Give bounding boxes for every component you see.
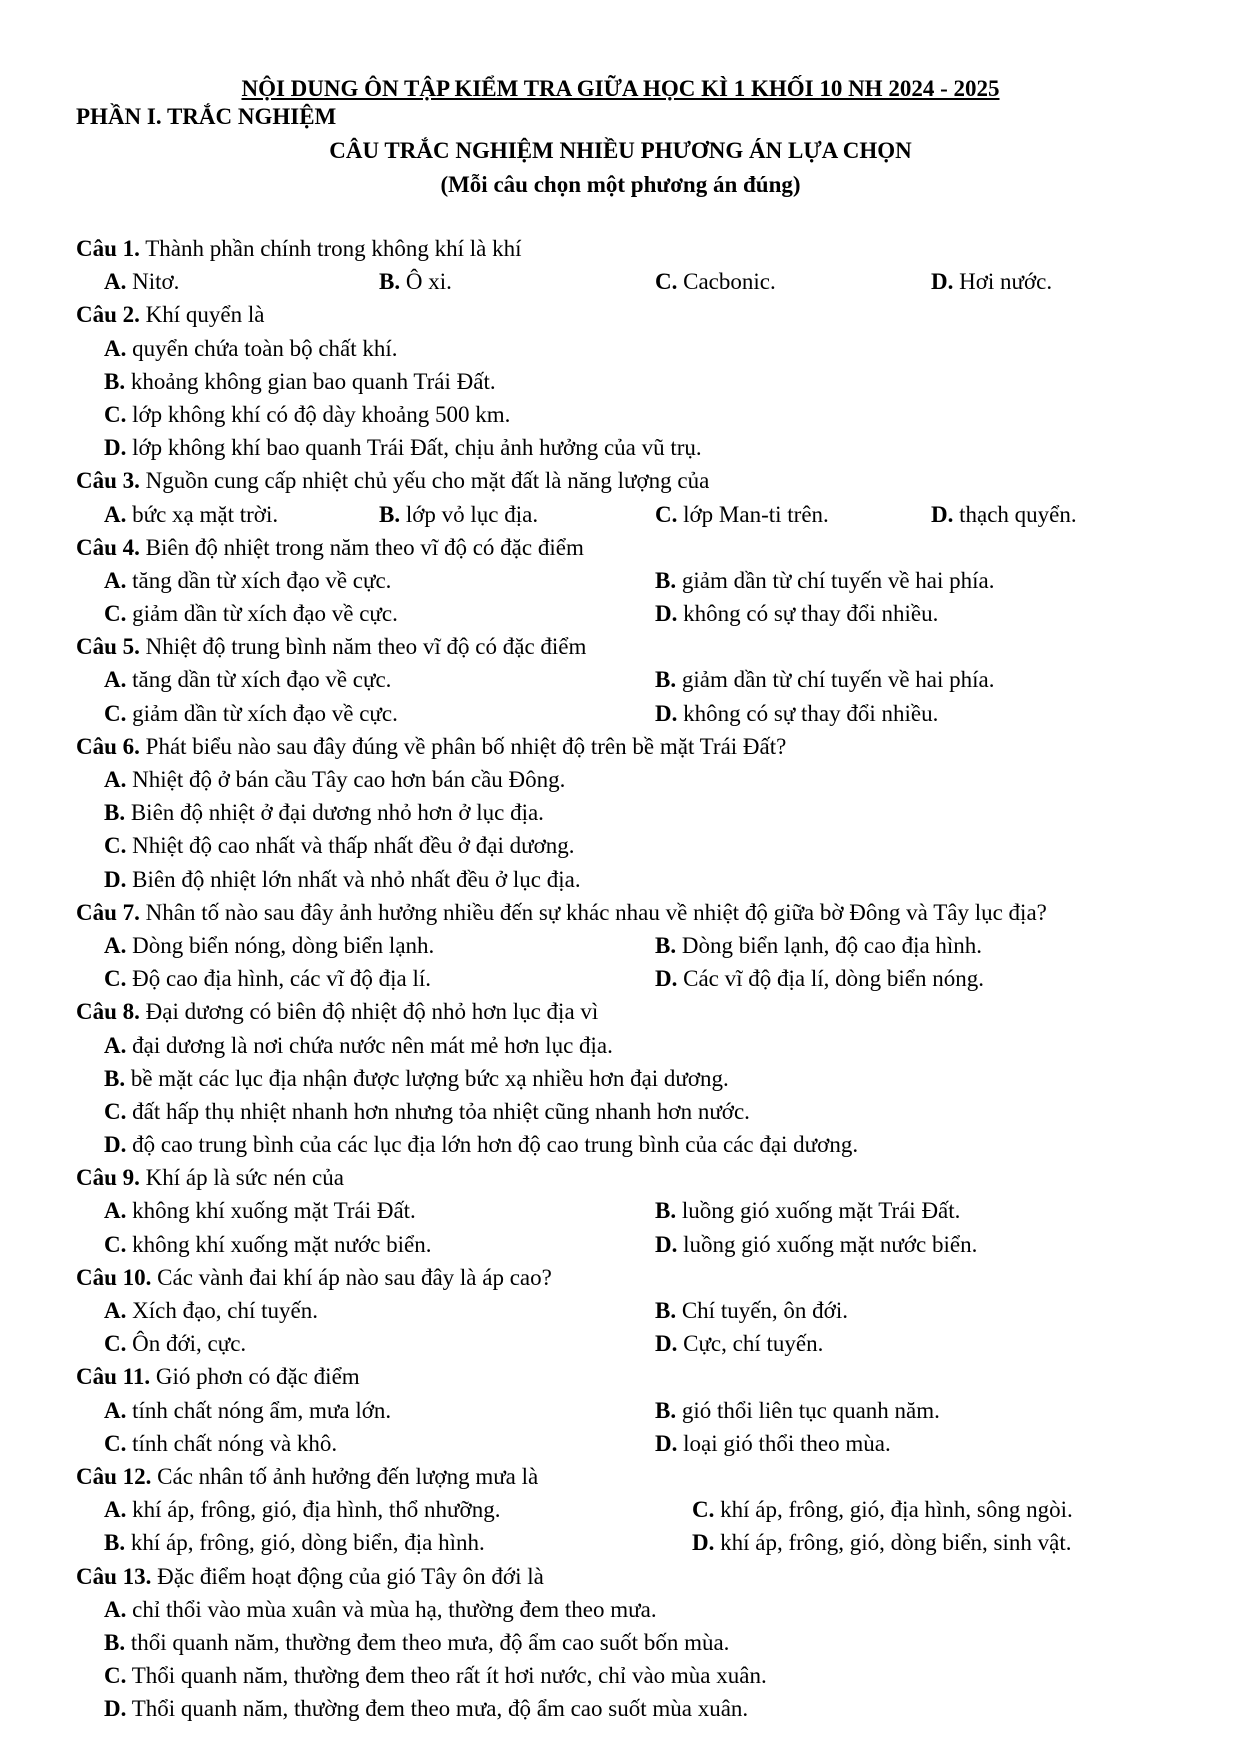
question-list <box>76 232 1196 1725</box>
option-row <box>104 1095 1196 1128</box>
answer-option <box>655 1294 848 1327</box>
option-letter: A. <box>104 1198 127 1224</box>
question-stem <box>76 896 1196 929</box>
option-letter: A. <box>104 1497 127 1523</box>
option-text: đại dương là nơi chứa nước nên mát mẻ hơn lục địa. <box>132 1032 613 1058</box>
question-text: Nguồn cung cấp nhiệt chủ yếu cho mặt đất là năng lượng của <box>145 468 710 494</box>
answer-option <box>104 1659 767 1692</box>
question-text: Phát biểu nào sau đây đúng về phân bố nhiệt độ trên bề mặt Trái Đất? <box>145 733 787 759</box>
option-text: loại gió thổi theo mùa. <box>683 1430 891 1456</box>
option-row <box>104 365 1196 398</box>
option-letter: D. <box>931 501 954 527</box>
option-text: Độ cao địa hình, các vĩ độ địa lí. <box>132 966 432 992</box>
option-letter: C. <box>104 1331 127 1357</box>
answer-option <box>104 1593 657 1626</box>
option-letter: C. <box>692 1497 715 1523</box>
question-text: Các vành đai khí áp nào sau đây là áp cao? <box>157 1264 552 1290</box>
question-item <box>76 531 1196 631</box>
option-text: khoảng không gian bao quanh Trái Đất. <box>130 368 496 394</box>
option-letter: B. <box>655 932 677 958</box>
question-item <box>76 995 1196 1161</box>
option-letter: D. <box>655 1430 678 1456</box>
option-text: lớp vỏ lục địa. <box>405 501 539 527</box>
answer-option <box>379 498 655 531</box>
option-letter: B. <box>655 1397 677 1423</box>
answer-option <box>931 265 1052 298</box>
option-group <box>76 1029 1196 1162</box>
option-text: Ôn đới, cực. <box>132 1331 247 1357</box>
option-letter: D. <box>692 1530 715 1556</box>
answer-option <box>104 1228 655 1261</box>
option-letter: C. <box>104 1663 127 1689</box>
question-number: Câu 3. <box>76 468 140 494</box>
option-letter: A. <box>104 501 127 527</box>
option-row <box>104 829 1196 862</box>
option-text: không có sự thay đổi nhiều. <box>683 700 939 726</box>
question-text: Khí quyển là <box>145 302 265 328</box>
part-heading: PHẦN I. TRẮC NGHIỆM <box>76 104 337 129</box>
answer-option <box>655 929 982 962</box>
option-text: tăng dần từ xích đạo về cực. <box>132 567 392 593</box>
option-letter: A. <box>104 1298 127 1323</box>
option-row <box>104 663 1196 696</box>
question-text: Đặc điểm hoạt động của gió Tây ôn đới là <box>157 1563 544 1589</box>
answer-option <box>104 1128 858 1161</box>
answer-option <box>692 1493 1073 1526</box>
option-row <box>104 1692 1196 1725</box>
answer-option <box>104 1029 613 1062</box>
option-text: Xích đạo, chí tuyến. <box>132 1298 318 1323</box>
question-item <box>76 232 1196 298</box>
answer-option <box>379 265 655 298</box>
option-row <box>104 498 1196 531</box>
question-text: Khí áp là sức nén của <box>145 1165 344 1191</box>
option-text: tăng dần từ xích đạo về cực. <box>132 667 392 693</box>
answer-option <box>104 796 544 829</box>
option-letter: D. <box>655 1331 678 1357</box>
option-text: không khí xuống mặt Trái Đất. <box>132 1198 416 1224</box>
question-number: Câu 6. <box>76 733 140 759</box>
option-letter: B. <box>655 667 677 693</box>
answer-option <box>104 398 510 431</box>
answer-option <box>104 1493 692 1526</box>
option-text: Ô xi. <box>405 269 452 295</box>
option-text: thổi quanh năm, thường đem theo mưa, độ ẩm cao suốt bốn mùa. <box>130 1629 730 1655</box>
answer-option <box>692 1526 1071 1559</box>
answer-option <box>104 1394 655 1427</box>
question-item <box>76 730 1196 896</box>
option-text: tính chất nóng và khô. <box>132 1430 338 1456</box>
option-letter: B. <box>655 1298 677 1323</box>
option-group <box>76 498 1196 531</box>
option-row <box>104 1626 1196 1659</box>
option-text: Nhiệt độ cao nhất và thấp nhất đều ở đại dương. <box>132 833 575 859</box>
option-letter: C. <box>104 401 127 427</box>
answer-option <box>104 265 379 298</box>
question-number: Câu 9. <box>76 1165 140 1191</box>
answer-option <box>104 498 379 531</box>
option-row <box>104 398 1196 431</box>
option-letter: A. <box>104 1397 127 1423</box>
answer-option <box>655 697 938 730</box>
option-text: khí áp, frông, gió, địa hình, thổ nhưỡng. <box>132 1497 501 1523</box>
answer-option <box>104 564 655 597</box>
answer-option <box>655 498 931 531</box>
option-letter: B. <box>104 368 126 394</box>
question-stem <box>76 995 1196 1028</box>
option-text: lớp không khí có độ dày khoảng 500 km. <box>132 401 511 427</box>
option-text: thạch quyển. <box>959 501 1077 527</box>
option-row <box>104 1526 1196 1559</box>
question-number: Câu 4. <box>76 534 140 560</box>
question-stem <box>76 1460 1196 1493</box>
answer-option <box>104 962 655 995</box>
answer-option <box>655 962 984 995</box>
answer-option <box>655 597 938 630</box>
answer-option <box>104 431 702 464</box>
option-text: Chí tuyến, ôn đới. <box>681 1298 848 1323</box>
question-item <box>76 464 1196 530</box>
option-group <box>76 1394 1196 1460</box>
option-group <box>76 763 1196 896</box>
option-group <box>76 265 1196 298</box>
option-row <box>104 265 1196 298</box>
question-item <box>76 1161 1196 1261</box>
option-text: Nhiệt độ ở bán cầu Tây cao hơn bán cầu Đông. <box>132 767 566 792</box>
option-text: không có sự thay đổi nhiều. <box>683 601 939 627</box>
option-letter: B. <box>104 1065 126 1091</box>
question-stem <box>76 730 1196 763</box>
option-row <box>104 697 1196 730</box>
option-text: Cacbonic. <box>683 269 776 295</box>
option-text: giảm dần từ xích đạo về cực. <box>132 601 398 627</box>
answer-option <box>655 564 995 597</box>
question-item <box>76 896 1196 996</box>
option-letter: D. <box>104 866 127 892</box>
option-text: tính chất nóng ẩm, mưa lớn. <box>132 1397 392 1423</box>
question-stem <box>76 1360 1196 1393</box>
option-letter: C. <box>104 1098 127 1124</box>
answer-option <box>104 863 581 896</box>
option-text: khí áp, frông, gió, địa hình, sông ngòi. <box>720 1497 1073 1523</box>
option-text: Biên độ nhiệt lớn nhất và nhỏ nhất đều ở lục địa. <box>132 866 581 892</box>
answer-option <box>104 1194 655 1227</box>
option-text: khí áp, frông, gió, dòng biển, địa hình. <box>130 1530 485 1556</box>
option-letter: D. <box>655 1231 678 1257</box>
question-stem <box>76 630 1196 663</box>
question-stem <box>76 1560 1196 1593</box>
section-heading: CÂU TRẮC NGHIỆM NHIỀU PHƯƠNG ÁN LỰA CHỌN <box>329 138 912 163</box>
option-text: lớp Man-ti trên. <box>683 501 829 527</box>
option-letter: D. <box>104 1132 127 1158</box>
answer-option <box>655 1228 977 1261</box>
option-text: Dòng biển lạnh, độ cao địa hình. <box>681 932 983 958</box>
question-stem <box>76 531 1196 564</box>
option-group <box>76 1593 1196 1726</box>
option-group <box>76 663 1196 729</box>
option-row <box>104 1493 1196 1526</box>
option-text: bức xạ mặt trời. <box>132 501 279 527</box>
answer-option <box>104 1626 729 1659</box>
answer-option <box>655 663 995 696</box>
option-letter: B. <box>655 1198 677 1224</box>
answer-option <box>104 332 398 365</box>
option-text: đất hấp thụ nhiệt nhanh hơn nhưng tỏa nhiệt cũng nhanh hơn nước. <box>132 1098 750 1124</box>
option-row <box>104 597 1196 630</box>
option-text: giảm dần từ xích đạo về cực. <box>132 700 398 726</box>
option-letter: D. <box>655 700 678 726</box>
option-letter: C. <box>104 966 127 992</box>
option-letter: A. <box>104 567 127 593</box>
option-row <box>104 1394 1196 1427</box>
option-text: giảm dần từ chí tuyến về hai phía. <box>681 567 995 593</box>
option-group <box>76 564 1196 630</box>
question-number: Câu 12. <box>76 1463 152 1489</box>
option-letter: A. <box>104 1596 127 1622</box>
option-row <box>104 1228 1196 1261</box>
question-item <box>76 630 1196 730</box>
option-letter: B. <box>655 567 677 593</box>
option-letter: A. <box>104 269 127 295</box>
question-text: Biên độ nhiệt trong năm theo vĩ độ có đặc điểm <box>145 534 584 560</box>
answer-option <box>104 1692 748 1725</box>
option-letter: A. <box>104 1032 127 1058</box>
option-letter: C. <box>655 501 678 527</box>
answer-option <box>104 929 655 962</box>
option-group <box>76 1294 1196 1360</box>
option-letter: D. <box>931 269 954 295</box>
section-instruction: (Mỗi câu chọn một phương án đúng) <box>440 172 801 197</box>
question-item <box>76 1360 1196 1460</box>
option-text: độ cao trung bình của các lục địa lớn hơn độ cao trung bình của các đại dương. <box>132 1132 859 1158</box>
option-letter: C. <box>104 833 127 859</box>
document-title: NỘI DUNG ÔN TẬP KIỂM TRA GIỮA HỌC KÌ 1 KHỐI 10 NH 2024 - 2025 <box>241 76 1000 101</box>
question-number: Câu 7. <box>76 899 140 925</box>
option-letter: D. <box>104 435 127 461</box>
option-row <box>104 332 1196 365</box>
answer-option <box>104 829 575 862</box>
option-letter: C. <box>655 269 678 295</box>
answer-option <box>104 1526 692 1559</box>
answer-option <box>104 1327 655 1360</box>
option-letter: A. <box>104 932 127 958</box>
option-text: luồng gió xuống mặt nước biển. <box>683 1231 978 1257</box>
question-text: Đại dương có biên độ nhiệt độ nhỏ hơn lục địa vì <box>145 999 599 1025</box>
option-letter: B. <box>104 1629 126 1655</box>
answer-option <box>104 1062 729 1095</box>
option-letter: D. <box>655 601 678 627</box>
answer-option <box>104 365 496 398</box>
option-row <box>104 1029 1196 1062</box>
answer-option <box>931 498 1077 531</box>
question-number: Câu 13. <box>76 1563 152 1589</box>
option-text: gió thổi liên tục quanh năm. <box>681 1397 940 1423</box>
option-row <box>104 1593 1196 1626</box>
option-letter: D. <box>655 966 678 992</box>
question-number: Câu 10. <box>76 1264 152 1290</box>
option-text: Cực, chí tuyến. <box>683 1331 824 1357</box>
question-text: Nhiệt độ trung bình năm theo vĩ độ có đặc điểm <box>145 634 587 660</box>
option-group <box>76 929 1196 995</box>
answer-option <box>655 1427 891 1460</box>
question-number: Câu 1. <box>76 236 140 261</box>
answer-option <box>104 1427 655 1460</box>
option-letter: B. <box>104 1530 126 1556</box>
answer-option <box>104 1095 750 1128</box>
option-letter: C. <box>104 700 127 726</box>
option-text: Thổi quanh năm, thường đem theo rất ít hơi nước, chỉ vào mùa xuân. <box>131 1663 767 1689</box>
option-letter: B. <box>379 269 401 295</box>
option-row <box>104 863 1196 896</box>
question-item <box>76 298 1196 464</box>
option-row <box>104 962 1196 995</box>
answer-option <box>655 1327 823 1360</box>
question-number: Câu 5. <box>76 634 140 660</box>
answer-option <box>104 763 565 796</box>
option-letter: C. <box>104 601 127 627</box>
answer-option <box>655 1394 940 1427</box>
option-text: giảm dần từ chí tuyến về hai phía. <box>681 667 995 693</box>
answer-option <box>655 1194 960 1227</box>
question-item <box>76 1261 1196 1361</box>
question-stem <box>76 298 1196 331</box>
answer-option <box>104 597 655 630</box>
option-text: luồng gió xuống mặt Trái Đất. <box>681 1198 961 1224</box>
question-item <box>76 1460 1196 1560</box>
option-text: không khí xuống mặt nước biển. <box>132 1231 432 1257</box>
option-row <box>104 1327 1196 1360</box>
question-text: Nhân tố nào sau đây ảnh hưởng nhiều đến sự khác nhau về nhiệt độ giữa bờ Đông và Tây lục địa? <box>145 899 1047 925</box>
question-text: Thành phần chính trong không khí là khí <box>145 236 522 261</box>
option-row <box>104 1659 1196 1692</box>
option-text: Các vĩ độ địa lí, dòng biển nóng. <box>683 966 985 992</box>
option-row <box>104 929 1196 962</box>
option-text: Hơi nước. <box>959 269 1053 295</box>
option-row <box>104 1062 1196 1095</box>
option-text: Thổi quanh năm, thường đem theo mưa, độ ẩm cao suốt mùa xuân. <box>131 1696 749 1722</box>
answer-option <box>104 697 655 730</box>
option-row <box>104 796 1196 829</box>
question-stem <box>76 464 1196 497</box>
option-row <box>104 1427 1196 1460</box>
option-letter: A. <box>104 667 127 693</box>
question-text: Gió phơn có đặc điểm <box>155 1364 360 1390</box>
answer-option <box>655 265 931 298</box>
option-row <box>104 564 1196 597</box>
option-text: chỉ thổi vào mùa xuân và mùa hạ, thường đem theo mưa. <box>132 1596 657 1622</box>
option-letter: B. <box>104 800 126 826</box>
option-text: quyển chứa toàn bộ chất khí. <box>132 335 398 361</box>
option-letter: B. <box>379 501 401 527</box>
option-letter: C. <box>104 1231 127 1257</box>
option-text: Biên độ nhiệt ở đại dương nhỏ hơn ở lục địa. <box>130 800 544 826</box>
answer-option <box>104 663 655 696</box>
option-row <box>104 431 1196 464</box>
option-group <box>76 1493 1196 1559</box>
question-number: Câu 2. <box>76 302 140 328</box>
question-text: Các nhân tố ảnh hưởng đến lượng mưa là <box>157 1463 539 1489</box>
option-row <box>104 1194 1196 1227</box>
question-stem <box>76 232 1196 265</box>
question-item <box>76 1560 1196 1726</box>
option-text: lớp không khí bao quanh Trái Đất, chịu ảnh hưởng của vũ trụ. <box>132 435 702 461</box>
option-letter: A. <box>104 767 127 792</box>
question-number: Câu 8. <box>76 999 140 1025</box>
option-text: bề mặt các lục địa nhận được lượng bức xạ nhiều hơn đại dương. <box>130 1065 729 1091</box>
answer-option <box>104 1294 655 1327</box>
option-group <box>76 1194 1196 1260</box>
option-letter: D. <box>104 1696 127 1722</box>
option-row <box>104 1128 1196 1161</box>
option-text: Dòng biển nóng, dòng biển lạnh. <box>132 932 435 958</box>
question-stem <box>76 1261 1196 1294</box>
option-letter: A. <box>104 335 127 361</box>
question-number: Câu 11. <box>76 1364 151 1390</box>
option-row <box>104 1294 1196 1327</box>
option-text: khí áp, frông, gió, dòng biển, sinh vật. <box>720 1530 1072 1556</box>
option-group <box>76 332 1196 465</box>
option-text: Nitơ. <box>132 269 180 295</box>
option-letter: C. <box>104 1430 127 1456</box>
option-row <box>104 763 1196 796</box>
question-stem <box>76 1161 1196 1194</box>
